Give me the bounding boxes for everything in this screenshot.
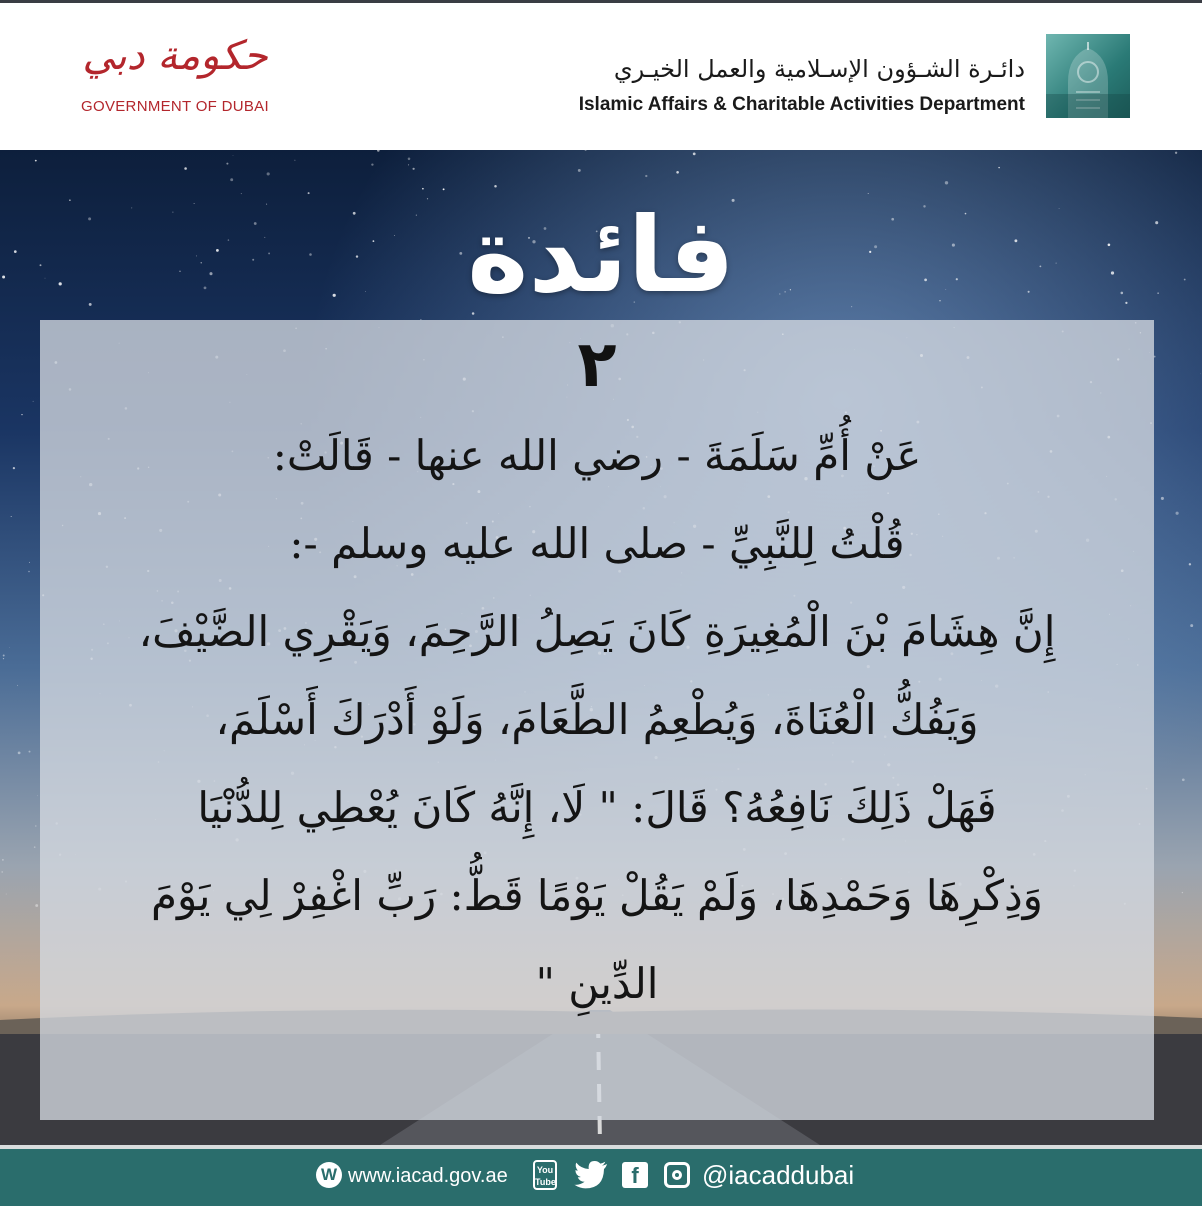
- department-name: [500, 52, 1025, 132]
- hadith-panel: [40, 320, 1154, 1120]
- footer-top-border: [0, 1145, 1202, 1149]
- instagram-icon[interactable]: [664, 1160, 690, 1190]
- social-handle[interactable]: @iacaddubai: [702, 1160, 855, 1190]
- hadith-number: ٢: [577, 328, 617, 402]
- web-icon[interactable]: W: [316, 1162, 342, 1188]
- hadith-line: فَهَلْ ذَلِكَ نَافِعُهُ؟ قَالَ: " لَا، إِنَّهُ كَانَ يُعْطِي لِلدُّنْيَا: [197, 783, 997, 832]
- footer-bar: [0, 1145, 1202, 1206]
- hadith-line: عَنْ أُمِّ سَلَمَةَ - رضي الله عنها - قَالَتْ:: [272, 431, 922, 480]
- government-of-dubai-logo: [60, 28, 290, 128]
- header-top-border: [0, 0, 1202, 3]
- hadith-line: وَذِكْرِهَا وَحَمْدِهَا، وَلَمْ يَقُلْ يَوْمًا قَطُّ: رَبِّ اغْفِرْ لِي يَوْمَ: [151, 871, 1043, 920]
- website-link[interactable]: www.iacad.gov.ae: [348, 1165, 508, 1187]
- youtube-icon-label: You Tube: [533, 1160, 557, 1190]
- facebook-icon[interactable]: [622, 1160, 648, 1190]
- youtube-icon[interactable]: [533, 1160, 557, 1190]
- gov-logo-arabic: حكومة دبي: [82, 33, 268, 79]
- hadith-text: [40, 412, 1154, 1028]
- page-title: فائدة: [467, 194, 735, 316]
- facebook-icon-letter: f: [622, 1162, 648, 1188]
- hadith-line: الدِّينِ ": [535, 959, 659, 1008]
- department-name-arabic: دائـرة الشـؤون الإسـلامية والعمل الخيـري: [613, 55, 1025, 83]
- hadith-line: إِنَّ هِشَامَ بْنَ الْمُغِيرَةِ كَانَ يَصِلُ الرَّحِمَ، وَيَقْرِي الضَّيْفَ،: [138, 607, 1056, 656]
- starry-night-background: [0, 150, 1202, 1145]
- hadith-line: وَيَفُكُّ الْعُنَاةَ، وَيُطْعِمُ الطَّعَامَ، وَلَوْ أَدْرَكَ أَسْلَمَ،: [215, 695, 979, 744]
- header: [0, 0, 1202, 150]
- department-name-english: Islamic Affairs & Charitable Activities Department: [578, 94, 1025, 115]
- mosque-dome-logo-icon: [1046, 34, 1130, 118]
- twitter-icon[interactable]: [574, 1160, 608, 1190]
- hadith-line: قُلْتُ لِلنَّبِيِّ - صلى الله عليه وسلم -:: [289, 519, 905, 568]
- gov-logo-english: GOVERNMENT OF DUBAI: [81, 98, 269, 115]
